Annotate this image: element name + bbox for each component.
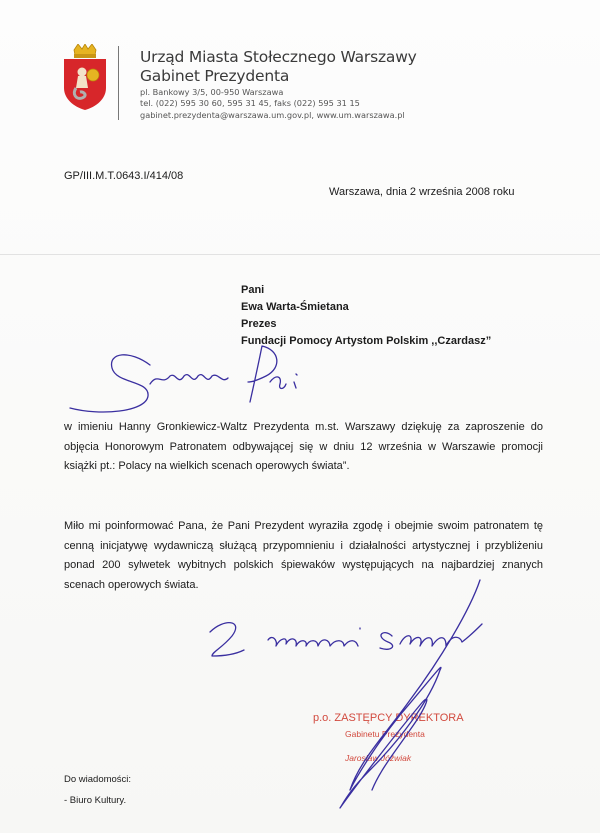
handwritten-closing [210, 623, 482, 656]
office-name: Urząd Miasta Stołecznego Warszawy [140, 48, 417, 66]
paper-fold-line [0, 254, 600, 255]
body-paragraph-1: w imieniu Hanny Gronkiewicz-Waltz Prezydenta m.st. Warszawy dziękuję za zaproszenie do objęcia Honorowym Patronatem odbywającej się w dniu 12 września w Warszawie promocji książki pt.: Polacy na wielkich scenach operowych świata”. [64, 421, 543, 472]
recipient-title: Pani [241, 284, 265, 296]
recipient-role: Prezes [241, 318, 277, 330]
body-paragraph-2: Miło mi poinformować Pana, że Pani Prezydent wyraziła zgodę i obejmie swoim patronatem tę cenną inicjatywę wydawniczą służącą przypomnieniu i działalności artystycznej i przybliżeniu ponad 200 sylwetek wybitnych polskich śpiewaków występujących na najbardziej znanych scenach operowych świata. [64, 520, 543, 591]
recipient-name: Ewa Warta-Śmietana [241, 301, 349, 313]
warsaw-crest-icon [62, 44, 108, 110]
office-address: pl. Bankowy 3/5, 00-950 Warszawa [140, 87, 284, 97]
handwritten-signature [340, 580, 480, 808]
cc-label: Do wiadomości: [64, 774, 132, 785]
stamp-title: p.o. ZASTĘPCY DYREKTORA [313, 712, 464, 724]
reference-number: GP/III.M.T.0643.I/414/08 [64, 170, 184, 182]
stamp-department: Gabinetu Prezydenta [345, 729, 425, 739]
cc-recipient: - Biuro Kultury. [64, 795, 127, 806]
office-department: Gabinet Prezydenta [140, 67, 290, 85]
recipient-organization: Fundacji Pomocy Artystom Polskim ,,Czardasz” [241, 335, 492, 347]
handwritten-salutation [70, 346, 297, 412]
office-email: gabinet.prezydenta@warszawa.um.gov.pl, www.um.warszawa.pl [140, 110, 405, 120]
stamp-name: Jarosław Jóźwiak [345, 753, 412, 763]
header-divider [118, 46, 119, 120]
office-phone: tel. (022) 595 30 60, 595 31 45, faks (022) 595 31 15 [140, 98, 360, 108]
letter-date: Warszawa, dnia 2 września 2008 roku [329, 186, 515, 198]
